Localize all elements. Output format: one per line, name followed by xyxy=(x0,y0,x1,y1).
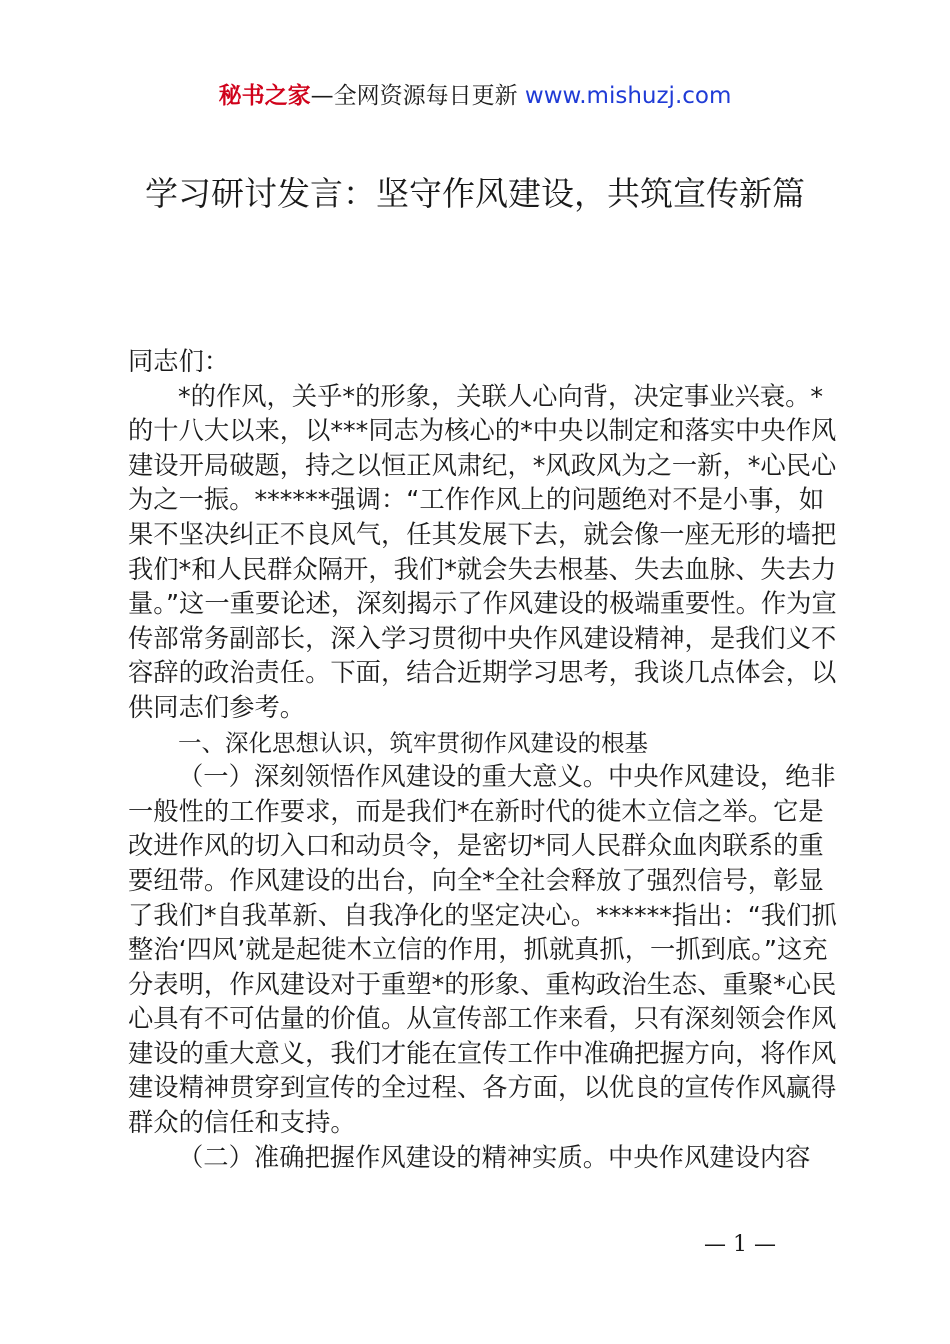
salutation: 同志们： xyxy=(128,347,230,376)
section-heading: 一、深化思想认识，筑牢贯彻作风建设的根基 xyxy=(178,728,648,757)
section-paragraph: （一）深刻领悟作风建设的重大意义。中央作风建设，绝非一般性的工作要求，而是我们*在新时代的徙木立信之举。它是改进作风的切入口和动员令，是密切*同人民群众血肉联系的重要纽带。作风建设的出台，向全*全社会释放了强烈信号，彰显了我们*自我革新、自我净化的坚定决心。******指出：“我们抓整治‘四风’就是起徙木立信的作用，抓就真抓，一抓到底。”这充分表明，作风建设对于重塑*的形象、重构政治生态、重聚*心民心具有不可估量的价值。从宣传部工作来看，只有深刻领会作风建设的重大意义，我们才能在宣传工作中准确把握方向，将作风建设精神贯穿到宣传的全过程、各方面，以优良的宣传作风赢得群众的信任和支持。 xyxy=(128,762,837,1138)
site-header xyxy=(0,80,950,112)
site-tagline: —全网资源每日更新 xyxy=(310,83,525,109)
site-url-link[interactable]: www.mishuzj.com xyxy=(524,83,732,109)
document-body xyxy=(128,345,848,1175)
site-brand: 秘书之家 xyxy=(218,83,311,109)
document-title: 学习研讨发言：坚守作风建设，共筑宣传新篇 xyxy=(145,174,805,213)
section-paragraph: （二）准确把握作风建设的精神实质。中央作风建设内容 xyxy=(178,1142,811,1172)
page-number: — 1 — xyxy=(704,1232,776,1257)
intro-paragraph: *的作风，关乎*的形象，关联人心向背，决定事业兴衰。*的十八大以来，以***同志为核心的*中央以制定和落实中央作风建设开局破题，持之以恒正风肃纪，*风政风为之一新，*心民心为之一振。******强调：“工作作风上的问题绝对不是小事，如果不坚决纠正不良风气，任其发展下去，就会像一座无形的墙把我们*和人民群众隔开，我们*就会失去根基、失去血脉、失去力量。”这一重要论述，深刻揭示了作风建设的极端重要性。作为宣传部常务副部长，深入学习贯彻中央作风建设精神，是我们义不容辞的政治责任。下面，结合近期学习思考，我谈几点体会，以供同志们参考。 xyxy=(128,381,837,722)
